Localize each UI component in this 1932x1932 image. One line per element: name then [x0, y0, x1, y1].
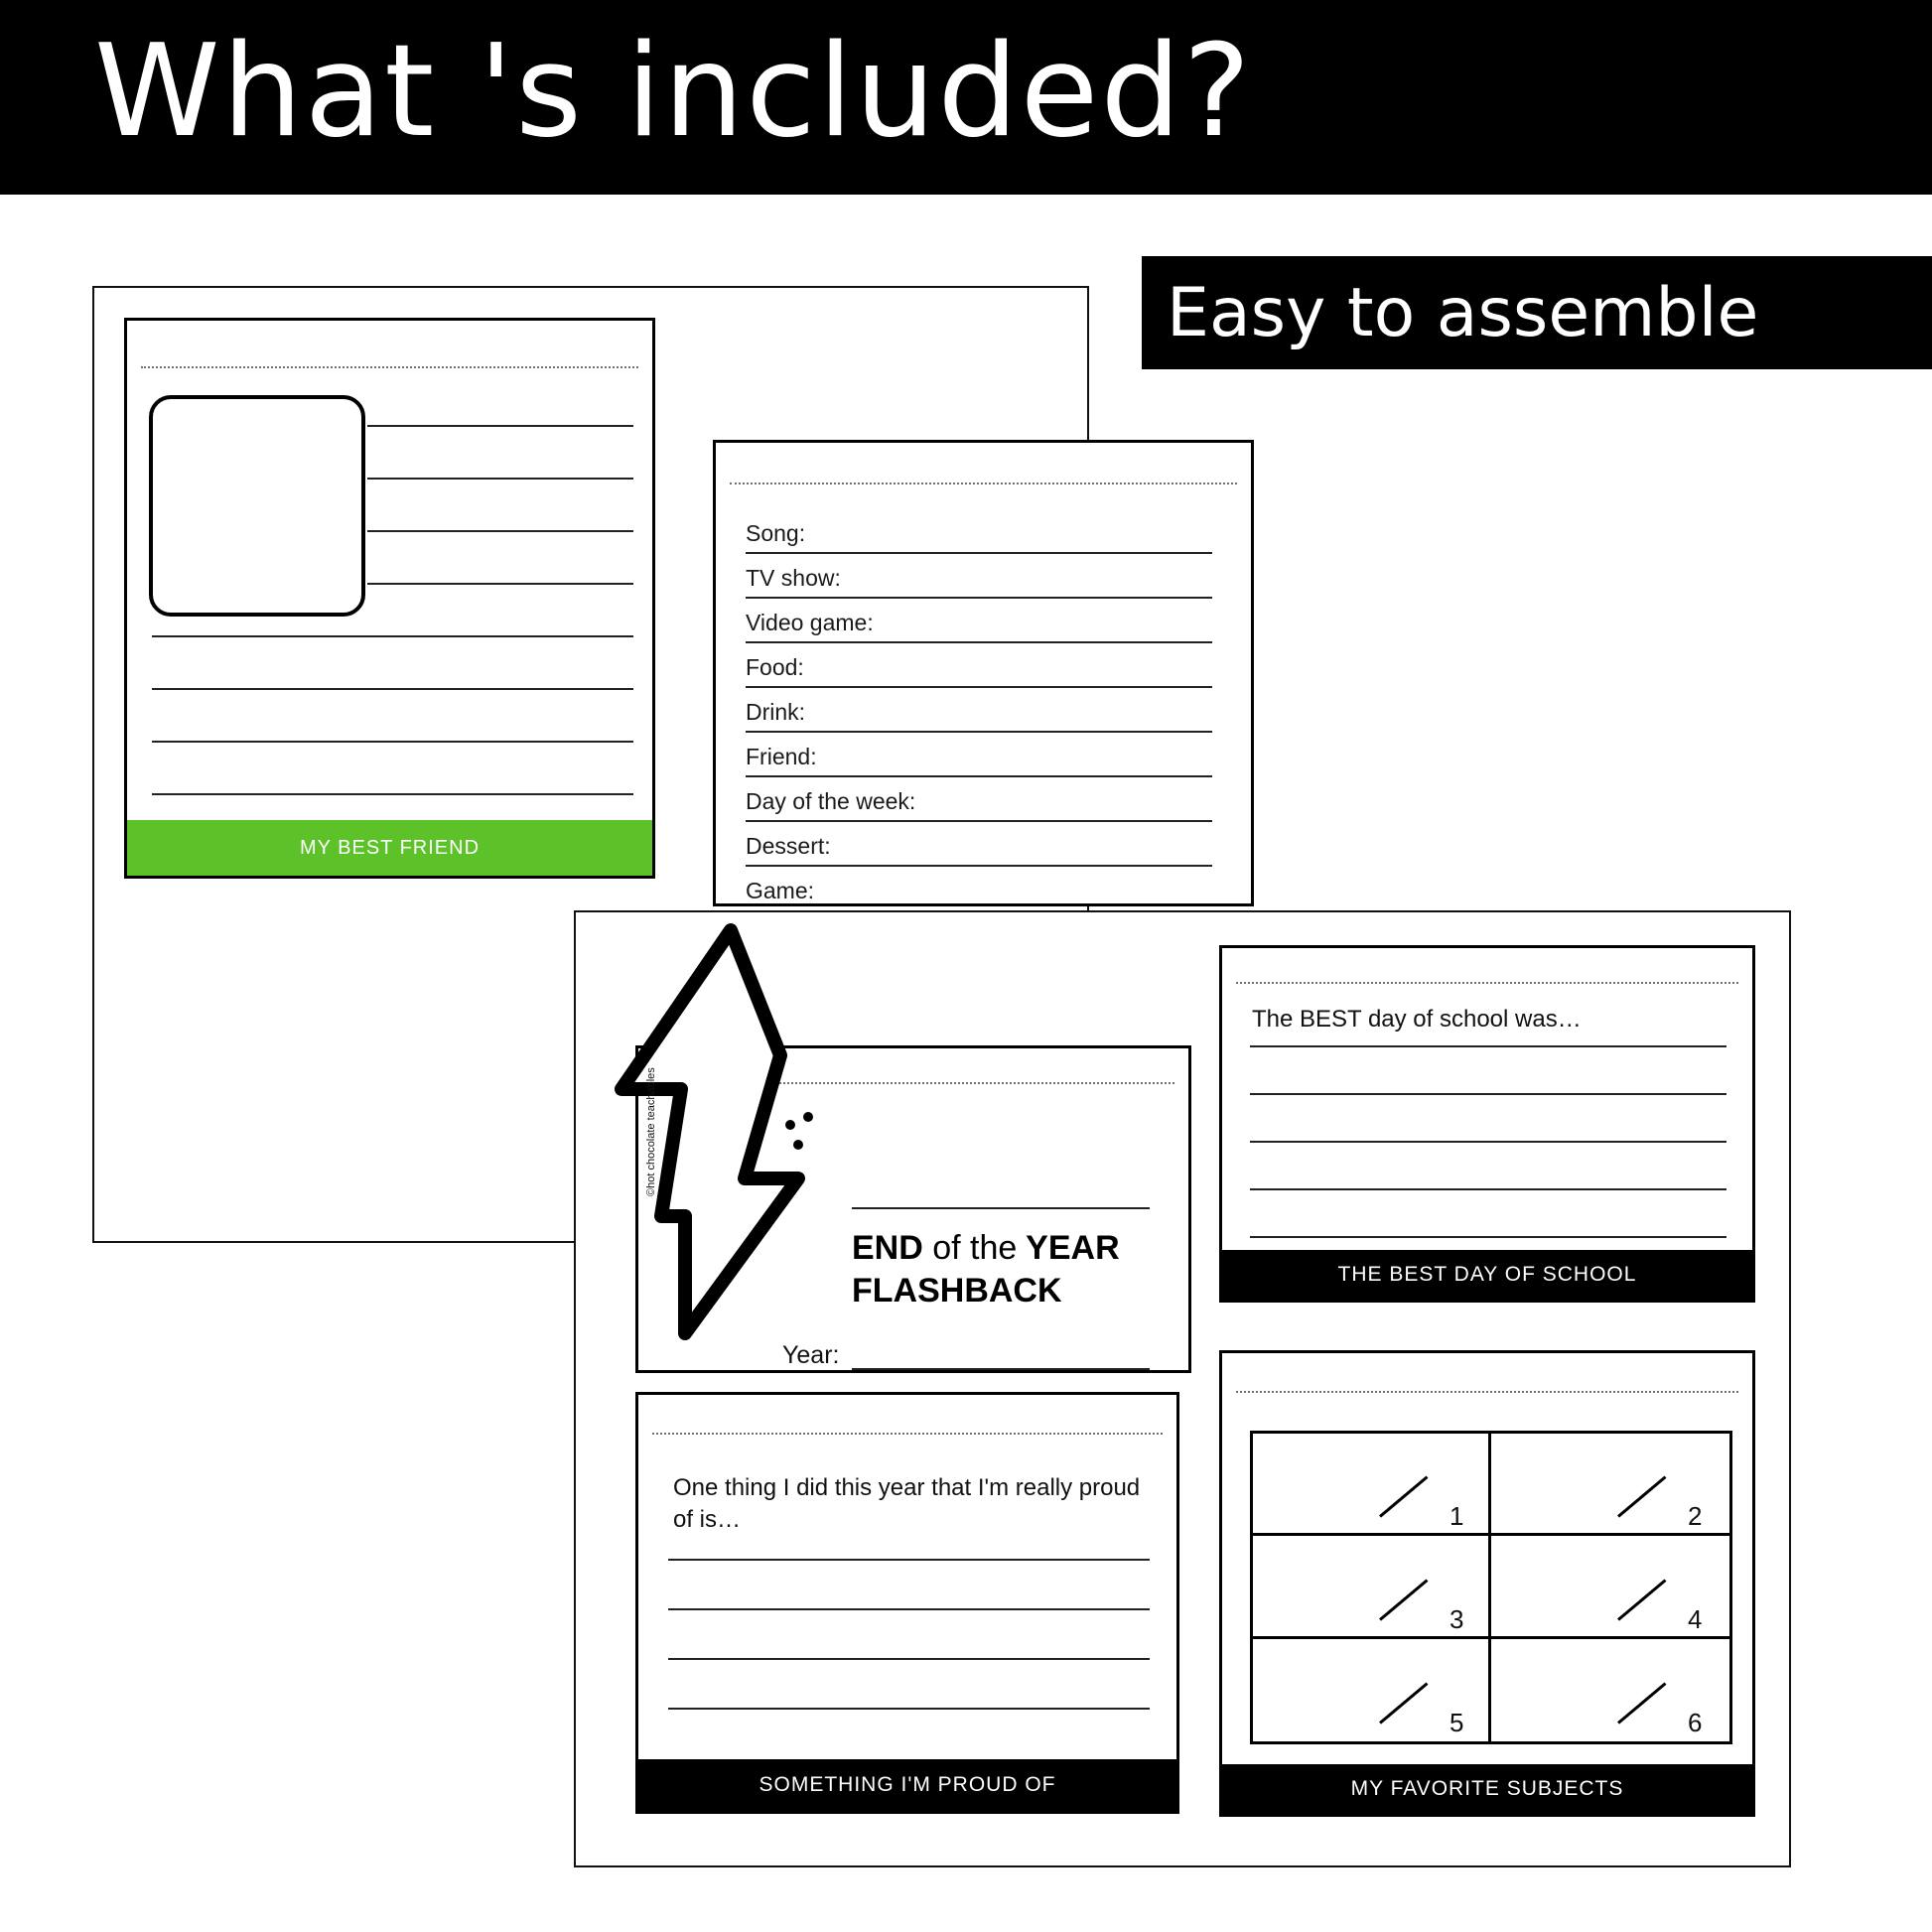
writing-line: [152, 741, 633, 743]
writing-line: [1250, 1141, 1726, 1143]
cover-title-ofthe: of the: [932, 1229, 1018, 1267]
writing-line: [367, 583, 633, 585]
copyright-text: ©hot chocolate teachables: [645, 1067, 657, 1196]
writing-line: [668, 1708, 1150, 1710]
field-label: Game:: [746, 878, 815, 903]
writing-line: [668, 1608, 1150, 1610]
dotted-fold-line: [730, 483, 1237, 484]
field-label: TV show:: [746, 565, 841, 591]
cover-title-flashback: FLASHBACK: [852, 1271, 1062, 1310]
writing-line: [152, 635, 633, 637]
card-best-day-of-school: [1219, 945, 1755, 1303]
cell-number: 1: [1449, 1501, 1464, 1531]
field-rule: [746, 552, 1212, 554]
cover-title-end: END: [852, 1229, 923, 1267]
writing-line: [152, 793, 633, 795]
writing-line: [1250, 1093, 1726, 1095]
field-rule: [746, 641, 1212, 643]
card-footer-label: [1222, 1764, 1752, 1814]
photo-placeholder-box: [149, 395, 365, 617]
card-my-best-friend: [124, 318, 655, 879]
footer-text: SOMETHING I'M PROUD OF: [759, 1773, 1056, 1796]
field-label: Friend:: [746, 744, 817, 769]
page-title: What 's included?: [94, 18, 1253, 166]
writing-line: [1250, 1236, 1726, 1238]
cell-number: 3: [1449, 1604, 1464, 1634]
assemble-banner-label: Easy to assemble: [1167, 274, 1759, 352]
subjects-grid: [1250, 1431, 1732, 1744]
field-label: Song:: [746, 520, 806, 546]
cover-title-year: YEAR: [1026, 1229, 1120, 1267]
cell-number: 6: [1688, 1708, 1703, 1737]
assemble-banner: [1142, 256, 1932, 369]
card-footer-label: [638, 1759, 1176, 1811]
field-rule: [746, 820, 1212, 822]
field-rule: [746, 775, 1212, 777]
footer-text: MY FAVORITE SUBJECTS: [1350, 1777, 1624, 1800]
field-rule: [746, 597, 1212, 599]
cover-top-rule: [852, 1207, 1150, 1209]
writing-line: [1250, 1045, 1726, 1047]
writing-line: [668, 1559, 1150, 1561]
field-label: Day of the week:: [746, 788, 916, 814]
writing-line: [367, 425, 633, 427]
dotted-fold-line: [141, 366, 638, 368]
card-something-proud-of: [635, 1392, 1179, 1814]
cell-number: 2: [1688, 1501, 1703, 1531]
writing-line: [1250, 1188, 1726, 1190]
footer-text: MY BEST FRIEND: [299, 836, 481, 859]
cover-title: [852, 1227, 1179, 1311]
writing-line: [367, 478, 633, 480]
writing-line: [152, 688, 633, 690]
prompt-text: One thing I did this year that I'm really proud of is…: [673, 1474, 1141, 1534]
dotted-fold-line: [652, 1433, 1163, 1435]
field-label: Drink:: [746, 699, 806, 725]
cell-number: 4: [1688, 1604, 1703, 1634]
field-rule: [746, 865, 1212, 867]
field-label: Video game:: [746, 610, 874, 635]
prompt-text: The BEST day of school was…: [1252, 1006, 1582, 1033]
field-rule: [746, 686, 1212, 688]
cell-number: 5: [1449, 1708, 1464, 1737]
writing-line: [668, 1658, 1150, 1660]
dotted-fold-line: [1236, 982, 1738, 984]
card-favorite-subjects: [1219, 1350, 1755, 1817]
writing-line: [367, 530, 633, 532]
year-input-line[interactable]: [852, 1368, 1150, 1370]
field-rule: [746, 731, 1212, 733]
card-my-favorites: [713, 440, 1254, 906]
footer-text: THE BEST DAY OF SCHOOL: [1337, 1263, 1637, 1286]
field-label: Dessert:: [746, 833, 831, 859]
card-footer-label: [127, 820, 652, 876]
card-footer-label: [1222, 1250, 1752, 1300]
header-banner: [0, 0, 1932, 195]
year-label: Year:: [782, 1341, 840, 1369]
field-label: Food:: [746, 654, 804, 680]
dotted-fold-line: [1236, 1391, 1738, 1393]
